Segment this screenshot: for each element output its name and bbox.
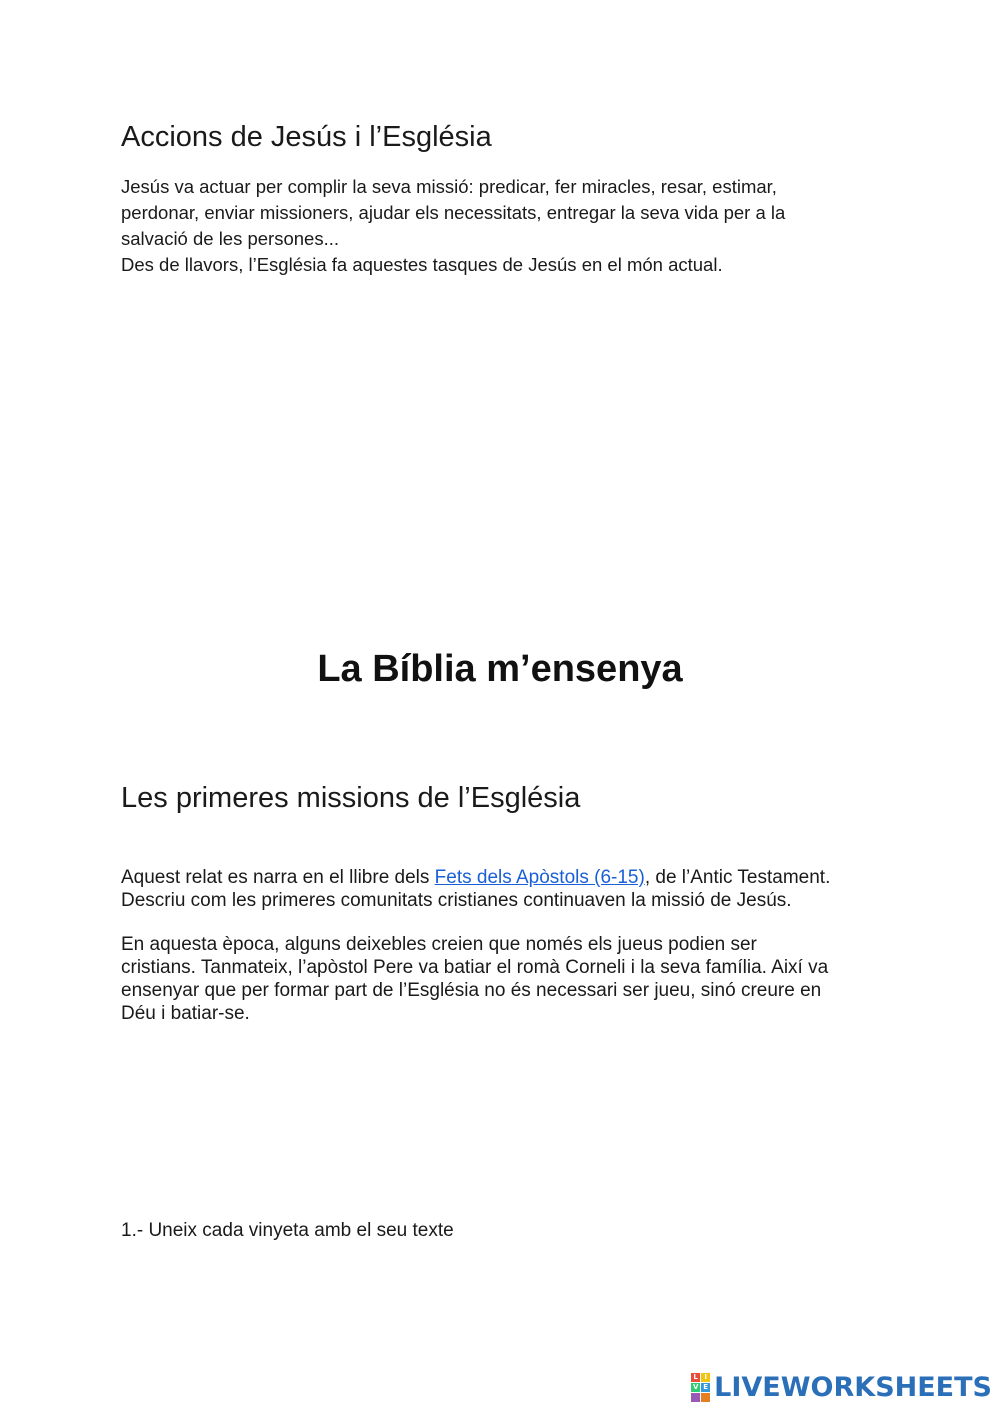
liveworksheets-logo[interactable] [691, 1372, 992, 1403]
logo-text: LIVEWORKSHEETS [714, 1372, 992, 1403]
exercise-instruction: 1.- Uneix cada vinyeta amb el seu texte [121, 1220, 454, 1241]
logo-squares-icon [691, 1373, 710, 1402]
paragraph-line: Jesús va actuar per complir la seva missió: predicar, fer miracles, resar, estimar, [121, 176, 777, 197]
paragraph-line: salvació de les persones... [121, 228, 340, 249]
logo-square: L [691, 1373, 700, 1382]
paragraph-line [121, 866, 830, 889]
section-missions-body-paragraph [121, 933, 828, 1025]
logo-square [701, 1393, 710, 1402]
fets-apostols-link[interactable]: Fets dels Apòstols (6-15) [434, 867, 645, 888]
logo-square: I [701, 1373, 710, 1382]
paragraph-line: perdonar, enviar missioners, ajudar els necessitats, entregar la seva vida per a la [121, 202, 786, 223]
paragraph-line: Descriu com les primeres comunitats cristianes continuaven la missió de Jesús. [121, 890, 792, 911]
paragraph-line: Des de llavors, l’Església fa aquestes tasques de Jesús en el món actual. [121, 254, 723, 275]
logo-square: E [701, 1383, 710, 1392]
logo-square: V [692, 1383, 699, 1391]
section-missions-intro-paragraph [121, 866, 830, 912]
intro-text-before-link: Aquest relat es narra en el llibre dels [121, 867, 435, 888]
section-heading-primeres-missions: Les primeres missions de l’Església [121, 782, 581, 814]
logo-square [691, 1393, 700, 1402]
intro-text-after-link: , de l’Antic Testament. [644, 867, 831, 888]
paragraph-line: ensenyar que per formar part de l’Església no és necessari ser jueu, sinó creure en [121, 980, 822, 1001]
paragraph-line: cristians. Tanmateix, l’apòstol Pere va batiar el romà Corneli i la seva família. Així va [121, 957, 829, 978]
paragraph-line: Déu i batiar-se. [121, 1003, 250, 1024]
section-heading-accions: Accions de Jesús i l’Església [121, 121, 492, 153]
main-title: La Bíblia m’ensenya [317, 648, 683, 690]
section-accions-paragraph [121, 174, 785, 278]
paragraph-line: En aquesta època, alguns deixebles creien que només els jueus podien ser [121, 934, 757, 955]
